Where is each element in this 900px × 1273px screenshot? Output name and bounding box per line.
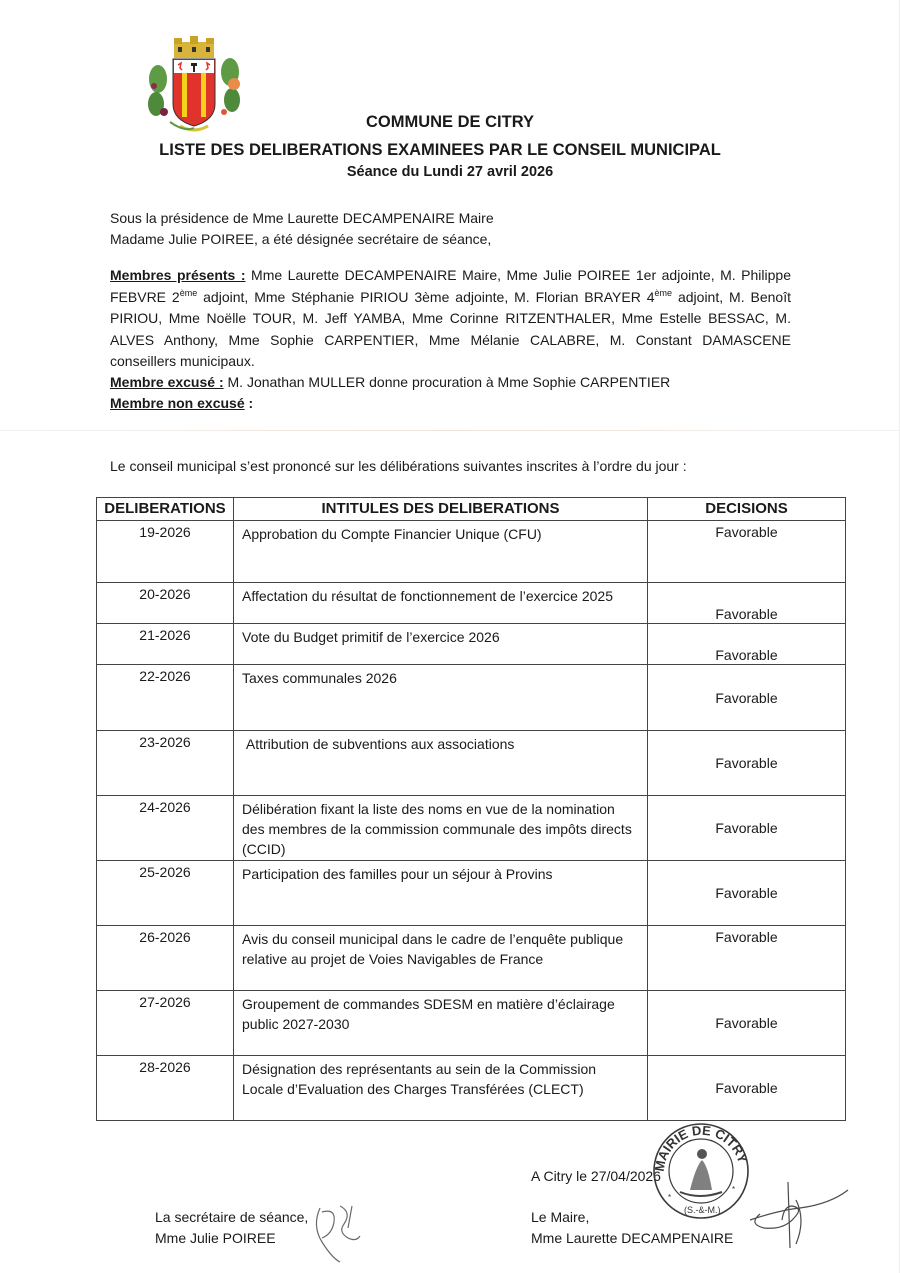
deliberation-title: Affectation du résultat de fonctionnement de l’exercice 2025 bbox=[234, 583, 648, 624]
official-stamp-icon bbox=[650, 1120, 752, 1222]
deliberation-title: Participation des familles pour un séjour à Provins bbox=[234, 861, 648, 926]
svg-text:*: * bbox=[732, 1185, 736, 1194]
deliberations-table bbox=[96, 497, 846, 1121]
table-header-row bbox=[97, 498, 846, 521]
table-row bbox=[97, 665, 846, 731]
secretary-role: La secrétaire de séance, bbox=[155, 1209, 309, 1225]
deliberation-title: Approbation du Compte Financier Unique (CFU) bbox=[234, 521, 648, 583]
deliberation-number: 24-2026 bbox=[97, 796, 234, 861]
mayor-name: Mme Laurette DECAMPENAIRE bbox=[531, 1230, 734, 1246]
secretary-signature-icon bbox=[300, 1198, 370, 1268]
deliberation-number: 27-2026 bbox=[97, 991, 234, 1056]
decision-value: Favorable bbox=[648, 731, 846, 796]
deliberation-title: Groupement de commandes SDESM en matière d’éclairage public 2027-2030 bbox=[234, 991, 648, 1056]
decision-value: Favorable bbox=[648, 583, 846, 624]
deliberation-number: 25-2026 bbox=[97, 861, 234, 926]
deliberation-title: Vote du Budget primitif de l’exercice 2026 bbox=[234, 624, 648, 665]
members-unexcused-label: Membre non excusé bbox=[110, 395, 245, 411]
secretary-line: Madame Julie POIREE, a été désignée secrétaire de séance, bbox=[110, 231, 492, 247]
secretary-name: Mme Julie POIREE bbox=[155, 1230, 276, 1246]
page-title: LISTE DES DELIBERATIONS EXAMINEES PAR LE CONSEIL MUNICIPAL bbox=[159, 141, 721, 159]
table-row bbox=[97, 731, 846, 796]
svg-text:*: * bbox=[668, 1193, 672, 1202]
table-row bbox=[97, 991, 846, 1056]
mayor-role: Le Maire, bbox=[531, 1209, 590, 1225]
table-row bbox=[97, 796, 846, 861]
members-present: Membres présents : Mme Laurette DECAMPENAIRE Maire, Mme Julie POIREE 1er adjointe, M. Philippe FEBVRE 2ème adjoint, Mme Stéphanie PIRIOU 3ème adjointe, M. Florian BRAYER 4ème adjoint, M. Benoît PIRIOU, Mme Noëlle TOUR, M. Jeff YAMBA, Mme Corinne RITZENTHALER, Mme Estelle BESSAC, M. ALVES Anthony, Mme Sophie CARPENTIER, Mme Mélanie CALABRE, M. Constant DAMASCENE conseillers municipaux. bbox=[110, 267, 791, 369]
decision-value: Favorable bbox=[648, 624, 846, 665]
svg-text:(S.-&-M.): (S.-&-M.) bbox=[684, 1205, 721, 1215]
table-row bbox=[97, 926, 846, 991]
decision-value: Favorable bbox=[648, 796, 846, 861]
decision-value: Favorable bbox=[648, 991, 846, 1056]
table-row bbox=[97, 521, 846, 583]
members-excused-label: Membre excusé : bbox=[110, 374, 224, 390]
presidency-line: Sous la présidence de Mme Laurette DECAMPENAIRE Maire bbox=[110, 210, 494, 226]
deliberation-title: Attribution de subventions aux associations bbox=[234, 731, 648, 796]
deliberation-number: 21-2026 bbox=[97, 624, 234, 665]
table-row bbox=[97, 583, 846, 624]
lead-in-text: Le conseil municipal s’est prononcé sur les délibérations suivantes inscrites à l’ordre du jour : bbox=[110, 458, 687, 474]
deliberation-number: 26-2026 bbox=[97, 926, 234, 991]
deliberation-number: 22-2026 bbox=[97, 665, 234, 731]
deliberation-title: Avis du conseil municipal dans le cadre de l’enquête publique relative au projet de Voies Navigables de France bbox=[234, 926, 648, 991]
commune-name: COMMUNE DE CITRY bbox=[365, 113, 535, 131]
header-deliberations: DELIBERATIONS bbox=[97, 498, 234, 521]
members-present-label: Membres présents : bbox=[110, 267, 246, 283]
members-unexcused: Membre non excusé : bbox=[110, 395, 254, 411]
session-date: Séance du Lundi 27 avril 2026 bbox=[346, 164, 554, 180]
decision-value: Favorable bbox=[648, 1056, 846, 1121]
header-decisions: DECISIONS bbox=[648, 498, 846, 521]
table-row bbox=[97, 624, 846, 665]
decision-value: Favorable bbox=[648, 665, 846, 731]
members-excused: Membre excusé : M. Jonathan MULLER donne procuration à Mme Sophie CARPENTIER bbox=[110, 374, 671, 390]
svg-text:MAIRIE DE CITRY: MAIRIE DE CITRY bbox=[651, 1122, 751, 1173]
mayor-signature-icon bbox=[740, 1180, 850, 1250]
header-titles: INTITULES DES DELIBERATIONS bbox=[234, 498, 648, 521]
table-row bbox=[97, 861, 846, 926]
deliberation-number: 19-2026 bbox=[97, 521, 234, 583]
deliberation-number: 20-2026 bbox=[97, 583, 234, 624]
table-row bbox=[97, 1056, 846, 1121]
place-and-date: A Citry le 27/04/2026 bbox=[531, 1168, 661, 1184]
page-fold-divider bbox=[0, 430, 900, 431]
deliberation-title: Taxes communales 2026 bbox=[234, 665, 648, 731]
deliberation-number: 23-2026 bbox=[97, 731, 234, 796]
deliberation-title: Délibération fixant la liste des noms en vue de la nomination des membres de la commission communale des impôts directs (CCID) bbox=[234, 796, 648, 861]
deliberation-title: Désignation des représentants au sein de la Commission Locale d’Evaluation des Charges Transférées (CLECT) bbox=[234, 1056, 648, 1121]
decision-value: Favorable bbox=[648, 861, 846, 926]
decision-value: Favorable bbox=[648, 926, 846, 991]
deliberation-number: 28-2026 bbox=[97, 1056, 234, 1121]
decision-value: Favorable bbox=[648, 521, 846, 583]
